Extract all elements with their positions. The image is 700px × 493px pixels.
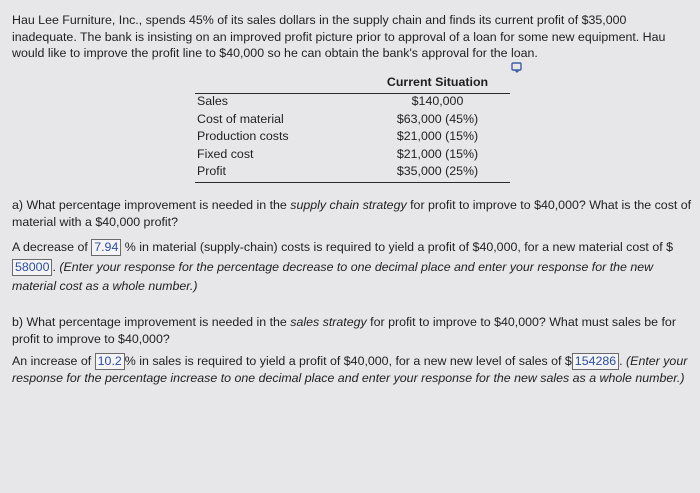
answer-b	[12, 353, 692, 387]
answer-b-text-end: .	[619, 354, 627, 368]
new-sales-field[interactable]: 154286	[572, 353, 619, 370]
question-b-text-end: for profit to improve to $40,000? What must sales be for profit to improve to $40,000?	[12, 315, 676, 346]
question-a-text: a) What percentage improvement is needed in the	[12, 198, 291, 212]
question-a-text-end: for profit to improve to $40,000? What is the cost of material with a $40,000 profit?	[12, 198, 692, 229]
question-b-text: b) What percentage improvement is needed in the	[12, 315, 291, 329]
table-header: Current Situation	[386, 75, 489, 89]
row-value: $21,000 (15%)	[396, 146, 479, 161]
row-label: Fixed cost	[197, 146, 254, 161]
answer-a-text-mid: % in material (supply-chain) costs is required to yield a profit of $40,000, for a new material cost of $	[121, 240, 673, 254]
row-label: Sales	[197, 94, 228, 108]
question-a-emphasis: supply chain strategy	[290, 198, 407, 212]
table-row-fixed	[195, 146, 510, 164]
row-value: $63,000 (45%)	[396, 111, 479, 126]
answer-a	[12, 238, 692, 297]
answer-b-text: An increase of	[12, 354, 95, 368]
row-value: $35,000 (25%)	[396, 164, 479, 178]
row-label: Profit	[197, 164, 226, 178]
edit-icon[interactable]	[511, 61, 523, 73]
answer-b-text-mid: % in sales is required to yield a profit of $40,000, for a new new level of sales of $	[124, 354, 572, 368]
table-row-sales	[195, 93, 510, 111]
question-a	[12, 197, 692, 230]
table-row-material	[195, 111, 510, 129]
table-row-profit	[195, 163, 510, 181]
table-row-production	[195, 128, 510, 146]
table-bottom-rule	[195, 182, 510, 183]
row-value: $21,000 (15%)	[396, 129, 479, 143]
material-cost-field[interactable]: 58000	[12, 259, 52, 276]
row-label: Production costs	[197, 129, 289, 143]
answer-b-instructions: (Enter your response for the percentage increase to one decimal place and enter your response for the new sales as a whole number.)	[12, 354, 688, 385]
row-value: $140,000	[411, 94, 464, 108]
percent-decrease-field[interactable]: 7.94	[91, 239, 121, 256]
answer-a-text-end: .	[52, 259, 60, 274]
question-b-emphasis: sales strategy	[290, 315, 367, 329]
answer-a-text: A decrease of	[12, 240, 92, 254]
answer-a-instructions: (Enter your response for the percentage decrease to one decimal place and enter your response for the new material cost as a whole number.)	[12, 259, 654, 293]
percent-increase-field[interactable]: 10.2	[95, 353, 125, 370]
row-label: Cost of material	[197, 111, 284, 126]
question-b	[12, 314, 692, 347]
problem-intro: Hau Lee Furniture, Inc., spends 45% of its sales dollars in the supply chain and finds its current profit of $35,000 inadequate. The bank is insisting on an improved profit picture prior to approval of a loan for some new equipment. Hau would like to improve the profit line to $40,000 so he can obtain the bank's approval for the loan.	[12, 13, 666, 60]
